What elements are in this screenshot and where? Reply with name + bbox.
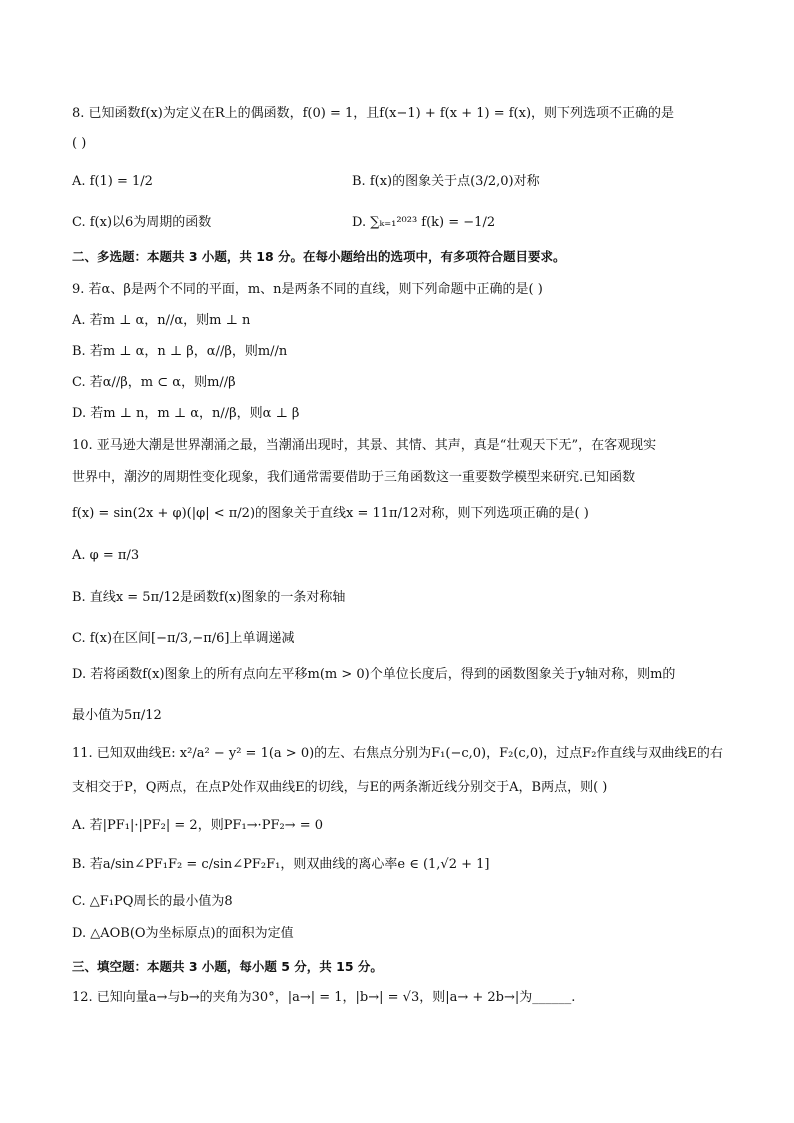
q11-stem-line2: 支相交于P，Q两点，在点P处作双曲线E的切线，与E的两条渐近线分别交于A，B两点，则( ) (72, 780, 608, 795)
q9-option-d: D. 若m ⊥ n，m ⊥ α，n//β，则α ⊥ β (72, 406, 300, 421)
q10-option-d-line1: D. 若将函数f(x)图象上的所有点向左平移m(m > 0)个单位长度后，得到的函数图象关于y轴对称，则m的 (72, 667, 676, 682)
section-3-header: 三、填空题：本题共 3 小题，每小题 5 分，共 15 分。 (72, 959, 383, 974)
q8-option-b: B. f(x)的图象关于点(3/2,0)对称 (352, 174, 540, 189)
q10-stem-line1: 10. 亚马逊大潮是世界潮涌之最，当潮涌出现时，其景、其情、其声，真是“壮观天下无”，在客观现实 (72, 438, 657, 453)
q10-option-d-line2: 最小值为5π/12 (72, 708, 162, 723)
q9-option-a: A. 若m ⊥ α，n//α，则m ⊥ n (72, 313, 251, 328)
q8-option-a: A. f(1) = 1/2 (72, 174, 153, 189)
q11-option-c: C. △F₁PQ周长的最小值为8 (72, 894, 233, 909)
q12-stem: 12. 已知向量a→与b→的夹角为30°，|a→| = 1，|b→| = √3，则|a→ + 2b→|为______. (72, 990, 576, 1005)
q8-stem-line2: ( ) (72, 136, 87, 151)
q10-option-b: B. 直线x = 5π/12是函数f(x)图象的一条对称轴 (72, 590, 346, 605)
q10-stem-line2: 世界中，潮汐的周期性变化现象，我们通常需要借助于三角函数这一重要数学模型来研究.已知函数 (72, 470, 636, 485)
q11-option-d: D. △AOB(O为坐标原点)的面积为定值 (72, 926, 294, 941)
q8-option-d: D. ∑ₖ₌₁²⁰²³ f(k) = −1/2 (352, 215, 496, 230)
q8-option-c: C. f(x)以6为周期的函数 (72, 215, 212, 230)
q9-stem: 9. 若α、β是两个不同的平面，m、n是两条不同的直线，则下列命题中正确的是( ) (72, 282, 543, 297)
q9-option-c: C. 若α//β，m ⊂ α，则m//β (72, 375, 236, 390)
q8-stem-line1: 8. 已知函数f(x)为定义在R上的偶函数，f(0) = 1，且f(x−1) + f(x + 1) = f(x)，则下列选项不正确的是 (72, 106, 675, 121)
q9-option-b: B. 若m ⊥ α，n ⊥ β，α//β，则m//n (72, 344, 288, 359)
q11-option-a: A. 若|PF₁|·|PF₂| = 2，则PF₁→·PF₂→ = 0 (72, 818, 323, 833)
q10-option-a: A. φ = π/3 (72, 548, 140, 563)
section-2-header: 二、多选题：本题共 3 小题，共 18 分。在每小题给出的选项中，有多项符合题目要求。 (72, 249, 566, 264)
q11-stem-line1: 11. 已知双曲线E: x²/a² − y² = 1(a > 0)的左、右焦点分别为F₁(−c,0)，F₂(c,0)，过点F₂作直线与双曲线E的右 (72, 746, 723, 761)
q10-option-c: C. f(x)在区间[−π/3,−π/6]上单调递减 (72, 631, 295, 646)
q10-stem-line3: f(x) = sin(2x + φ)(|φ| < π/2)的图象关于直线x = 11π/12对称，则下列选项正确的是( ) (72, 506, 589, 521)
q11-option-b: B. 若a/sin∠PF₁F₂ = c/sin∠PF₂F₁，则双曲线的离心率e ∈ (1,√2 + 1] (72, 857, 490, 872)
